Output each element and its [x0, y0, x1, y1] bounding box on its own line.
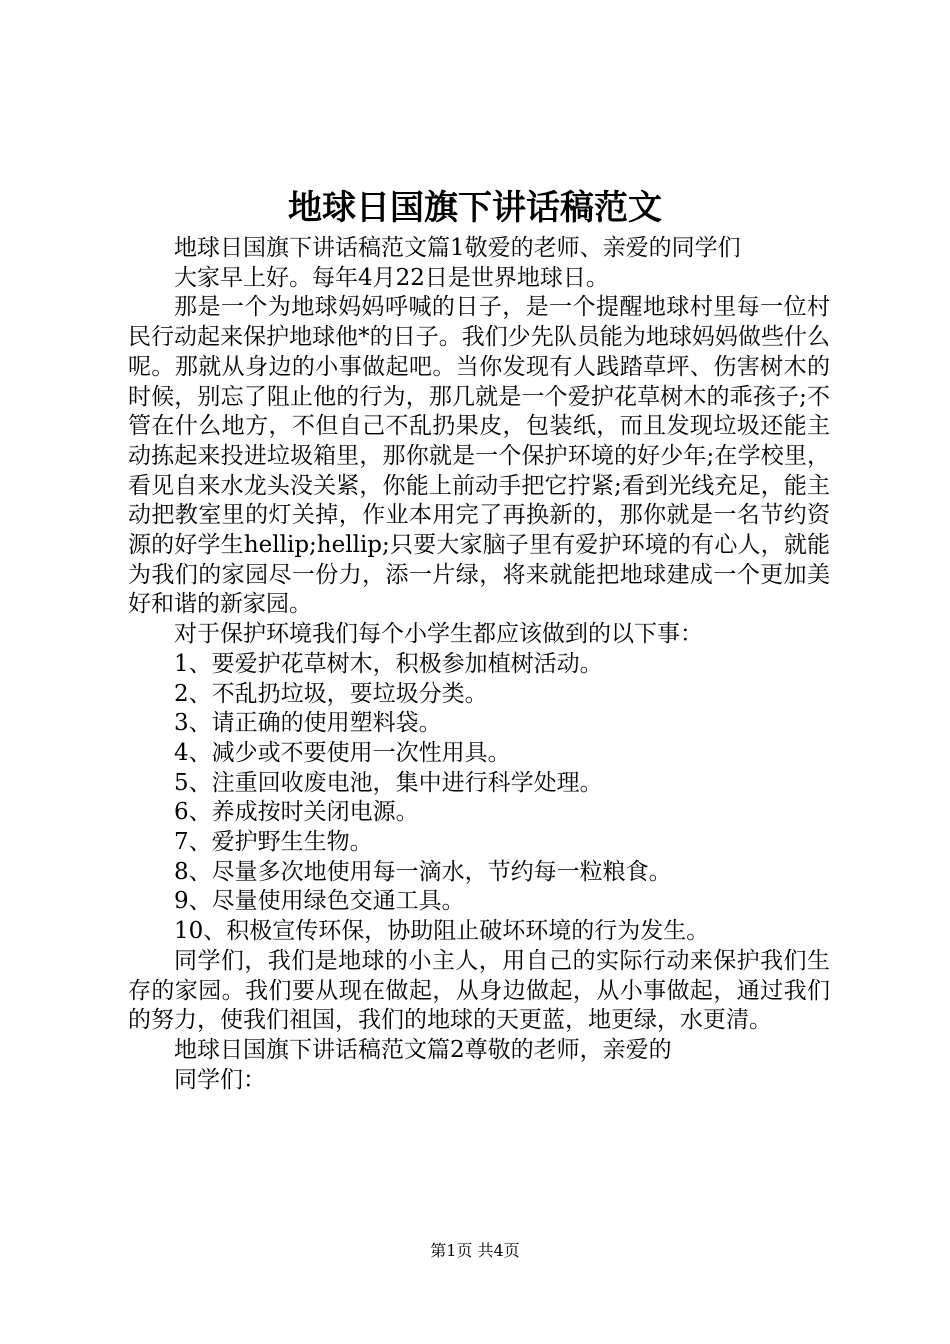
paragraph: 那是一个为地球妈妈呼喊的日子，是一个提醒地球村里每一位村民行动起来保护地球他*的日子。我们少先队员能为地球妈妈做些什么呢。那就从身边的小事做起吧。当你发现有人践踏草坪、伤害树木的时候，别忘了阻止他的行为，那几就是一个爱护花草树木的乖孩子;不管在什么地方，不但自己不乱扔果皮，包装纸，而且发现垃圾还能主动拣起来投进垃圾箱里，那你就是一个保护环境的好少年;在学校里，看见自来水龙头没关紧，你能上前动手把它拧紧;看到光线充足，能主动把教室里的灯关掉，作业本用完了再换新的，那你就是一名节约资源的好学生hellip;hellip;只要大家脑子里有爱护环境的有心人，就能为我们的家园尽一份力，添一片绿，将来就能把地球建成一个更加美好和谐的新家园。 — [128, 294, 830, 618]
paragraph: 同学们： — [174, 1066, 266, 1093]
paragraph: 地球日国旗下讲话稿范文篇1敬爱的老师、亲爱的同学们 — [174, 235, 741, 261]
list-item: 7、爱护野生生物。 — [174, 829, 373, 856]
list-item: 9、尽量使用绿色交通工具。 — [174, 888, 465, 915]
document-body — [128, 234, 830, 1095]
list-item: 2、不乱扔垃圾，要垃圾分类。 — [174, 680, 488, 707]
paragraph: 大家早上好。每年4月22日是世界地球日。 — [174, 264, 609, 291]
list-item: 4、减少或不要使用一次性用具。 — [174, 739, 511, 766]
list-item: 5、注重回收废电池，集中进行科学处理。 — [174, 769, 603, 796]
paragraph: 对于保护环境我们每个小学生都应该做到的以下事： — [174, 621, 703, 648]
list-item: 6、养成按时关闭电源。 — [174, 799, 419, 826]
list-item: 8、尽量多次地使用每一滴水，节约每一粒粮食。 — [174, 858, 672, 885]
paragraph: 地球日国旗下讲话稿范文篇2尊敬的老师，亲爱的 — [174, 1036, 672, 1063]
list-item: 3、请正确的使用塑料袋。 — [174, 710, 442, 737]
list-item: 1、要爱护花草树木，积极参加植树活动。 — [174, 650, 603, 677]
page-footer: 第1页 共4页 — [430, 1241, 520, 1260]
paragraph: 同学们，我们是地球的小主人，用自己的实际行动来保护我们生存的家园。我们要从现在做起，从身边做起，从小事做起，通过我们的努力，使我们祖国，我们的地球的天更蓝，地更绿，水更清。 — [128, 947, 830, 1034]
page-title: 地球日国旗下讲话稿范文 — [288, 188, 662, 228]
list-item: 10、积极宣传环保，协助阻止破坏环境的行为发生。 — [174, 918, 710, 945]
